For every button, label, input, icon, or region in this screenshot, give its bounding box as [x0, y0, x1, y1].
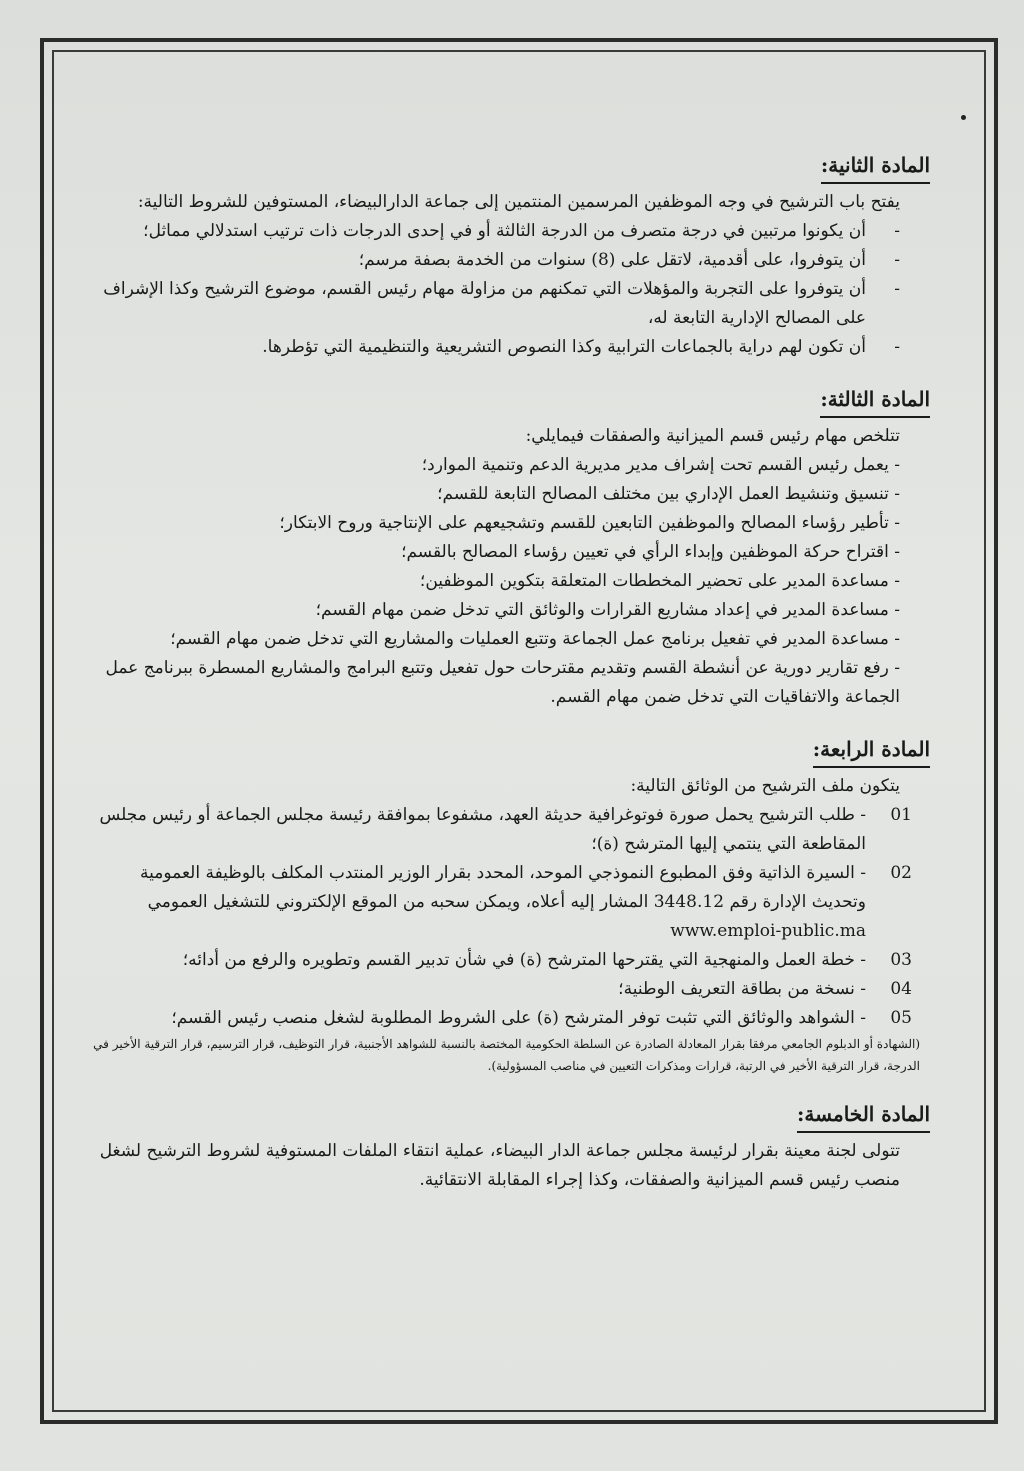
article-2-heading: المادة الثانية:: [821, 150, 930, 184]
article-3-heading: المادة الثالثة:: [820, 384, 930, 418]
item-number: 05: [890, 1008, 912, 1028]
item-number: 03: [890, 950, 912, 970]
list-item: - اقتراح حركة الموظفين وإبداء الرأي في تعيين رؤساء المصالح بالقسم؛: [401, 542, 900, 562]
article-4: [90, 734, 930, 1077]
list-item: - تنسيق وتنشيط العمل الإداري بين مختلف المصالح التابعة للقسم؛: [437, 484, 900, 504]
article-5-heading: المادة الخامسة:: [797, 1099, 930, 1133]
article-4-intro: يتكون ملف الترشيح من الوثائق التالية:: [630, 776, 900, 796]
list-item: - مساعدة المدير في إعداد مشاريع القرارات والوثائق التي تدخل ضمن مهام القسم؛: [315, 600, 900, 620]
decree-number: 3448.12: [653, 892, 725, 912]
article-2-intro: يفتح باب الترشيح في وجه الموظفين المرسمين المنتمين إلى جماعة الدارالبيضاء، المستوفين للشروط التالية:: [137, 192, 900, 212]
list-item: 04 - نسخة من بطاقة التعريف الوطنية؛: [90, 975, 930, 1004]
documents-note: (الشهادة أو الدبلوم الجامعي مرفقا بقرار المعادلة الصادرة عن السلطة الحكومية المختصة بالنسبة للشواهد الأجنبية، قرار التوظيف، قرار الترسيم، قرار الترقية الأخير في الدرجة، قرار الترقية الأخير في الرتبة، قرارات ومذكرات التعيين في مناصب المسؤولية).: [93, 1037, 920, 1073]
document-body: [90, 150, 930, 1380]
list-item: - مساعدة المدير على تحضير المخططات المتعلقة بتكوين الموظفين؛: [419, 571, 900, 591]
dash-marker: -: [894, 337, 900, 357]
list-item: - أن يكونوا مرتبين في درجة متصرف من الدرجة الثالثة أو في إحدى الدرجات ذات ترتيب استدلالي مماثل؛: [90, 217, 930, 246]
dash-marker: -: [894, 250, 900, 270]
list-item: 05 - الشواهد والوثائق التي تثبت توفر المترشح (ة) على الشروط المطلوبة لشغل منصب رئيس القسم؛: [90, 1004, 930, 1033]
list-item: - أن يتوفروا على التجربة والمؤهلات التي تمكنهم من مزاولة مهام رئيس القسم، موضوع الترشيح وكذا الإشراف على المصالح الإدارية التابعة له،: [90, 275, 930, 333]
list-item: - رفع تقارير دورية عن أنشطة القسم وتقديم مقترحات حول تفعيل وتتبع البرامج والمشاريع المسطرة ببرنامج عمل الجماعة والاتفاقيات التي تدخل ضمن مهام القسم.: [105, 658, 900, 707]
list-item: 02 - السيرة الذاتية وفق المطبوع النموذجي الموحد، المحدد بقرار الوزير المنتدب المكلف بالوظيفة العمومية وتحديث الإدارة رقم 3448.12 المشار إليه أعلاه، ويمكن سحبه من الموقع الإلكتروني للتشغيل العمومي www.emploi-public.ma: [90, 859, 930, 946]
article-3: [90, 384, 930, 712]
item-number: 01: [890, 805, 912, 825]
ink-dot: [961, 115, 966, 120]
list-item: 03 - خطة العمل والمنهجية التي يقترحها المترشح (ة) في شأن تدبير القسم وتطويره والرفع من أدائه؛: [90, 946, 930, 975]
list-item: - أن تكون لهم دراية بالجماعات الترابية وكذا النصوص التشريعية والتنظيمية التي تؤطرها.: [90, 333, 930, 362]
article-5: [90, 1099, 930, 1195]
item-number: 04: [890, 979, 912, 999]
article-5-text: تتولى لجنة معينة بقرار لرئيسة مجلس جماعة الدار البيضاء، عملية انتقاء الملفات المستوفية لشروط الترشيح لشغل منصب رئيس قسم الميزانية والصفقات، وكذا إجراء المقابلة الانتقائية.: [99, 1141, 900, 1190]
list-item: 01 - طلب الترشيح يحمل صورة فوتوغرافية حديثة العهد، مشفوعا بموافقة رئيسة مجلس الجماعة أو رئيس مجلس المقاطعة التي ينتمي إليها المترشح (ة)؛: [90, 801, 930, 859]
list-item: - يعمل رئيس القسم تحت إشراف مدير مديرية الدعم وتنمية الموارد؛: [421, 455, 900, 475]
list-item: - أن يتوفروا، على أقدمية، لاتقل على (8) سنوات من الخدمة بصفة مرسم؛: [90, 246, 930, 275]
article-2: [90, 150, 930, 362]
list-item: - تأطير رؤساء المصالح والموظفين التابعين للقسم وتشجيعهم على الإنتاجية وروح الابتكار؛: [279, 513, 900, 533]
dash-marker: -: [894, 279, 900, 299]
list-item: - مساعدة المدير في تفعيل برنامج عمل الجماعة وتتبع العمليات والمشاريع التي تدخل ضمن مهام القسم؛: [170, 629, 900, 649]
item-number: 02: [890, 863, 912, 883]
article-4-heading: المادة الرابعة:: [813, 734, 930, 768]
article-3-intro: تتلخص مهام رئيس قسم الميزانية والصفقات فيمايلي:: [525, 426, 900, 446]
dash-marker: -: [894, 221, 900, 241]
website-link[interactable]: www.emploi-public.ma: [670, 921, 866, 941]
